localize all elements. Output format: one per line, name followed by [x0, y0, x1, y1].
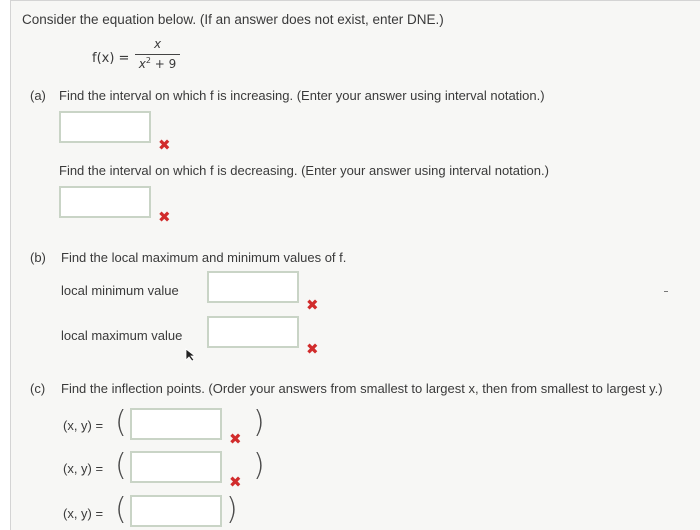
- point-3-label: (x, y) =: [63, 506, 104, 521]
- local-maximum-label: local maximum value: [61, 328, 183, 343]
- incorrect-icon: ✖: [229, 473, 242, 491]
- incorrect-icon: ✖: [229, 430, 242, 448]
- point-2-open-paren: (: [115, 448, 127, 483]
- point-3-close-paren: ): [226, 492, 238, 527]
- part-b-label: (b): [30, 250, 46, 265]
- point-2-label: (x, y) =: [63, 461, 104, 476]
- fraction-numerator: x: [153, 37, 162, 51]
- point-1-label: (x, y) =: [63, 418, 104, 433]
- part-c-label: (c): [30, 381, 46, 396]
- fraction-bar: [135, 54, 180, 55]
- inflection-point-1-input[interactable]: [130, 408, 222, 440]
- part-c-question: Find the inflection points. (Order your answers from smallest to largest x, then from smallest to largest y.): [61, 381, 663, 396]
- decreasing-interval-input[interactable]: [59, 186, 151, 218]
- function-fraction: [135, 37, 180, 71]
- question-panel: [10, 0, 700, 530]
- point-1-close-paren: ): [253, 405, 265, 440]
- point-1-open-paren: (: [115, 405, 127, 440]
- part-a-label: (a): [30, 88, 46, 103]
- part-b-question: Find the local maximum and minimum values of f.: [61, 250, 347, 265]
- stray-mark: [664, 291, 668, 292]
- inflection-point-2-input[interactable]: [130, 451, 222, 483]
- incorrect-icon: ✖: [158, 136, 171, 154]
- mouse-cursor-icon: [185, 348, 197, 362]
- part-a-increasing-question: Find the interval on which f is increasing. (Enter your answer using interval notation.): [59, 88, 545, 103]
- local-minimum-label: local minimum value: [61, 283, 179, 298]
- incorrect-icon: ✖: [158, 208, 171, 226]
- local-minimum-input[interactable]: [207, 271, 299, 303]
- incorrect-icon: ✖: [306, 296, 319, 314]
- incorrect-icon: ✖: [306, 340, 319, 358]
- local-maximum-input[interactable]: [207, 316, 299, 348]
- part-a-decreasing-question: Find the interval on which f is decreasing. (Enter your answer using interval notation.): [59, 163, 549, 178]
- point-2-close-paren: ): [253, 448, 265, 483]
- function-lhs: f(x) =: [92, 51, 130, 66]
- point-3-open-paren: (: [115, 492, 127, 527]
- fraction-denominator: $x^2 + 9$: [138, 56, 177, 71]
- increasing-interval-input[interactable]: [59, 111, 151, 143]
- instructions-text: Consider the equation below. (If an answer does not exist, enter DNE.): [22, 12, 444, 27]
- inflection-point-3-input[interactable]: [130, 495, 222, 527]
